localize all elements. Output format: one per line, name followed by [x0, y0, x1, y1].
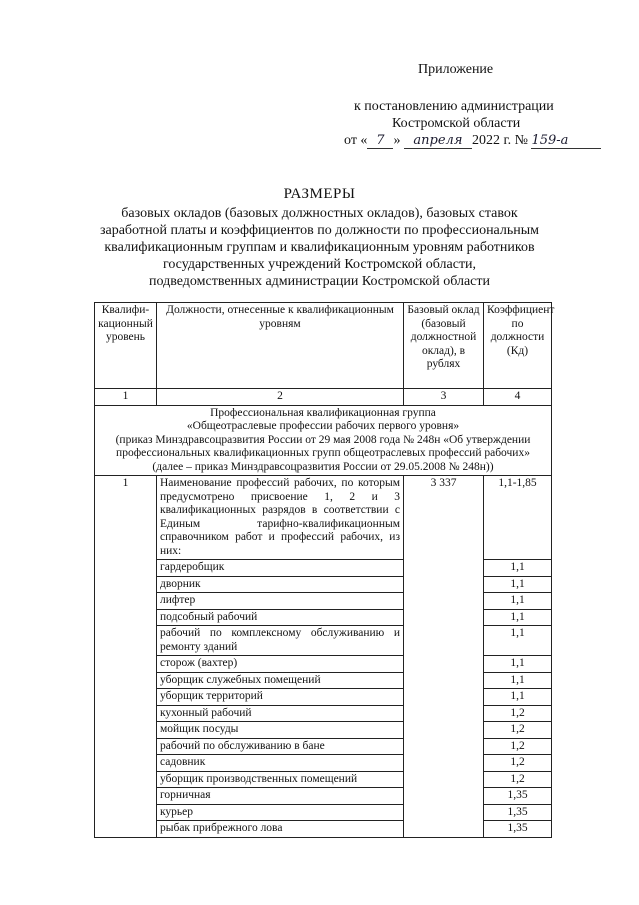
position-name: уборщик производственных помещений [157, 771, 404, 788]
position-name: мойщик посуды [157, 722, 404, 739]
coefficient: 1,2 [484, 722, 552, 739]
document-number: 159-а [531, 133, 601, 149]
position-name: лифтер [157, 593, 404, 610]
column-number: 1 [95, 389, 157, 406]
subtitle-line-5: подведомственных администрации Костромской области [149, 274, 490, 289]
appendix-line-2: Костромской области [392, 116, 521, 131]
table-row [95, 788, 552, 805]
group-line: «Общеотраслевые профессии рабочих первого уровня» [186, 420, 460, 432]
table-row [95, 705, 552, 722]
position-name: сторож (вахтер) [157, 656, 404, 673]
coefficient: 1,2 [484, 771, 552, 788]
coefficient-range: 1,1-1,85 [484, 476, 552, 560]
subtitle-line-1: базовых окладов (базовых должностных окладов), базовых ставок [121, 206, 518, 221]
coefficient: 1,1 [484, 576, 552, 593]
date-year: 2022 г. № [471, 133, 528, 148]
table-row [95, 576, 552, 593]
table-row [95, 821, 552, 838]
subtitle-line-3: квалификационным группам и квалификационным уровням работников [104, 240, 535, 255]
position-name: кухонный рабочий [157, 705, 404, 722]
header-coef: Коэффициент по должности (Кд) [484, 303, 552, 389]
qualification-level: 1 [95, 476, 157, 838]
table-row [95, 672, 552, 689]
document-title: РАЗМЕРЫ [283, 186, 356, 202]
table-row [95, 609, 552, 626]
date-prefix: от « [344, 133, 368, 148]
subtitle-line-2: заработной платы и коэффициентов по должности по профессиональным [99, 223, 540, 238]
coefficient: 1,35 [484, 821, 552, 838]
position-name: горничная [157, 788, 404, 805]
coefficient: 1,35 [484, 788, 552, 805]
date-month: апреля [404, 133, 472, 149]
position-name: уборщик служебных помещений [157, 672, 404, 689]
position-name: подсобный рабочий [157, 609, 404, 626]
table-row [95, 476, 552, 560]
table-row [95, 689, 552, 706]
position-name: рабочий по комплексному обслуживанию и ремонту зданий [157, 626, 404, 656]
position-name: дворник [157, 576, 404, 593]
appendix-title: Приложение [418, 62, 494, 77]
position-name: уборщик территорий [157, 689, 404, 706]
qualification-group-row [95, 405, 552, 476]
header-positions: Должности, отнесенные к квалификационным уровням [157, 303, 404, 389]
position-name: рыбак прибрежного лова [157, 821, 404, 838]
column-number-row [95, 389, 552, 406]
coefficient: 1,35 [484, 804, 552, 821]
header-salary: Базовый оклад (базовый должностной оклад), в рублях [404, 303, 484, 389]
coefficient: 1,1 [484, 593, 552, 610]
table-row [95, 626, 552, 656]
table-header-row [95, 303, 552, 389]
table-row [95, 722, 552, 739]
table-row [95, 656, 552, 673]
coefficient: 1,1 [484, 609, 552, 626]
table-row [95, 560, 552, 577]
appendix-line-1: к постановлению администрации [354, 99, 554, 114]
coefficient: 1,2 [484, 705, 552, 722]
column-number: 4 [484, 389, 552, 406]
coefficient: 1,2 [484, 738, 552, 755]
salary-table [94, 302, 555, 838]
coefficient: 1,1 [484, 672, 552, 689]
group-line: (приказ Минздравсоцразвития России от 29 мая 2008 года № 248н «Об утверждении [115, 433, 531, 446]
coefficient: 1,1 [484, 626, 552, 656]
table-row [95, 771, 552, 788]
position-name: рабочий по обслуживанию в бане [157, 738, 404, 755]
subtitle-line-4: государственных учреждений Костромской области, [162, 257, 477, 272]
group-line: (далее – приказ Минздравсоцразвития России от 29.05.2008 № 248н)) [152, 460, 494, 473]
group-line: Профессиональная квалификационная группа [210, 406, 436, 419]
qualification-group [95, 405, 552, 476]
date-mid: » [393, 133, 401, 148]
header-level: Квалифи-кационный уровень [95, 303, 157, 389]
group-line: профессиональных квалификационных групп общеотраслевых профессий рабочих» [116, 447, 530, 459]
appendix-date-line [344, 133, 601, 149]
coefficient: 1,1 [484, 689, 552, 706]
base-salary: 3 337 [404, 476, 484, 838]
position-name: гардеробщик [157, 560, 404, 577]
date-day: 7 [367, 133, 393, 149]
coefficient: 1,1 [484, 656, 552, 673]
table-row [95, 755, 552, 772]
table-row [95, 593, 552, 610]
coefficient: 1,2 [484, 755, 552, 772]
table-row [95, 804, 552, 821]
position-name: садовник [157, 755, 404, 772]
column-number: 2 [157, 389, 404, 406]
coefficient: 1,1 [484, 560, 552, 577]
level-description: Наименование профессий рабочих, по которым предусмотрено присвоение 1, 2 и 3 квалификационных разрядов в соответствии с Единым тарифно-квалификационным справочником работ и профессий рабочих, из них: [157, 476, 404, 560]
column-number: 3 [404, 389, 484, 406]
table-row [95, 738, 552, 755]
position-name: курьер [157, 804, 404, 821]
